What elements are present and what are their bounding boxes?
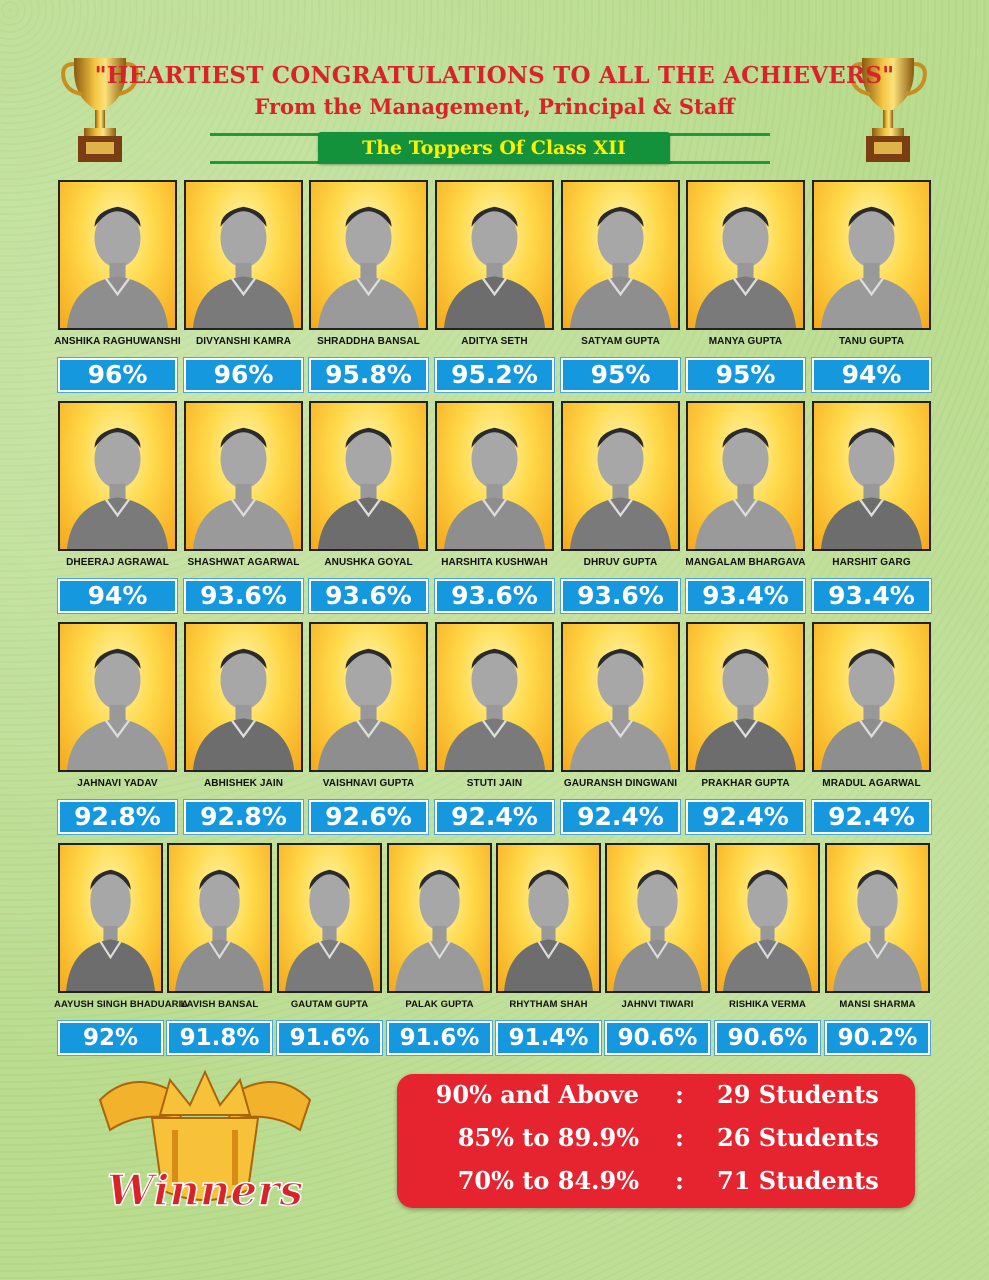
student-photo	[812, 401, 931, 551]
summary-separator: :	[675, 1123, 684, 1152]
student-name: SHRADDHA BANSAL	[317, 336, 420, 347]
student-percent: 92.4%	[435, 800, 554, 834]
summary-row	[397, 1080, 915, 1120]
student-percent: 92.4%	[561, 800, 680, 834]
student-photo	[309, 622, 428, 772]
student-percent: 92.4%	[686, 800, 805, 834]
student-card	[167, 843, 272, 1071]
student-card	[435, 401, 554, 629]
student-name: RHYTHAM SHAH	[509, 999, 588, 1010]
student-name: AAYUSH SINGH BHADUARIA	[54, 999, 189, 1010]
winners-logo-text: Winners	[107, 1166, 303, 1215]
student-photo	[387, 843, 492, 993]
student-percent: 90.6%	[605, 1021, 710, 1055]
student-photo	[184, 622, 303, 772]
summary-count: 26 Students	[717, 1123, 879, 1152]
student-card	[277, 843, 382, 1071]
section-title: The Toppers Of Class XII	[318, 132, 670, 164]
student-photo	[435, 622, 554, 772]
student-card	[54, 180, 181, 408]
student-photo	[561, 622, 680, 772]
student-percent: 96%	[184, 358, 303, 392]
student-percent: 93.6%	[309, 579, 428, 613]
student-card	[812, 622, 931, 850]
student-percent: 94%	[58, 579, 177, 613]
student-name: TANU GUPTA	[838, 336, 905, 347]
student-photo	[605, 843, 710, 993]
student-name: MANGALAM BHARGAVA	[685, 557, 806, 568]
student-card	[812, 180, 931, 408]
student-card	[812, 401, 931, 629]
student-card	[184, 622, 303, 850]
student-percent: 91.6%	[277, 1021, 382, 1055]
student-card	[309, 622, 428, 850]
student-photo	[812, 622, 931, 772]
summary-box	[397, 1074, 915, 1208]
student-photo	[184, 180, 303, 330]
student-photo	[435, 180, 554, 330]
summary-range: 70% to 84.9%	[457, 1166, 639, 1195]
student-percent: 93.4%	[686, 579, 805, 613]
summary-count: 29 Students	[717, 1080, 879, 1109]
summary-row	[397, 1123, 915, 1163]
student-percent: 95.2%	[435, 358, 554, 392]
student-percent: 90.6%	[715, 1021, 820, 1055]
student-percent: 95.8%	[309, 358, 428, 392]
student-card	[561, 622, 680, 850]
summary-separator: :	[675, 1166, 684, 1195]
student-photo	[435, 401, 554, 551]
student-percent: 95%	[561, 358, 680, 392]
student-card	[184, 180, 303, 408]
student-name: HARSHITA KUSHWAH	[441, 557, 548, 568]
student-photo	[561, 180, 680, 330]
student-name: SHASHWAT AGARWAL	[187, 557, 300, 568]
student-percent: 95%	[686, 358, 805, 392]
student-photo	[496, 843, 601, 993]
student-percent: 91.4%	[496, 1021, 601, 1055]
student-percent: 93.6%	[435, 579, 554, 613]
student-photo	[58, 622, 177, 772]
student-percent: 93.6%	[561, 579, 680, 613]
student-name: JAHNVI TIWARI	[621, 999, 694, 1010]
student-name: ABHISHEK JAIN	[203, 778, 284, 789]
student-card	[825, 843, 930, 1071]
student-card	[54, 843, 189, 1071]
student-photo	[561, 401, 680, 551]
student-photo	[715, 843, 820, 993]
student-photo	[812, 180, 931, 330]
student-photo	[58, 843, 163, 993]
student-photo	[58, 401, 177, 551]
student-card	[686, 622, 805, 850]
student-card	[605, 843, 710, 1071]
student-card	[184, 401, 303, 629]
student-name: GAURANSH DINGWANI	[563, 778, 678, 789]
student-name: DIVYANSHI KAMRA	[195, 336, 292, 347]
student-photo	[309, 401, 428, 551]
student-photo	[686, 622, 805, 772]
winners-logo	[70, 1060, 340, 1230]
student-percent: 91.8%	[167, 1021, 272, 1055]
student-percent: 92%	[58, 1021, 163, 1055]
student-card	[715, 843, 820, 1071]
student-photo	[184, 401, 303, 551]
student-card	[58, 622, 177, 850]
student-percent: 96%	[58, 358, 177, 392]
student-name: HARSHIT GARG	[832, 557, 911, 568]
student-name: RISHIKA VERMA	[729, 999, 806, 1010]
student-name: MANYA GUPTA	[708, 336, 783, 347]
student-percent: 93.6%	[184, 579, 303, 613]
student-name: PRAKHAR GUPTA	[701, 778, 790, 789]
student-percent: 93.4%	[812, 579, 931, 613]
student-name: ANSHIKA RAGHUWANSHI	[54, 336, 181, 347]
summary-count: 71 Students	[717, 1166, 879, 1195]
student-name: JAHNAVI YADAV	[77, 778, 158, 789]
headline: "HEARTIEST CONGRATULATIONS TO ALL THE ACHIEVERS"	[94, 62, 895, 89]
student-percent: 92.4%	[812, 800, 931, 834]
student-name: STUTI JAIN	[466, 778, 523, 789]
subheadline: From the Management, Principal & Staff	[254, 94, 735, 119]
student-percent: 94%	[812, 358, 931, 392]
student-card	[387, 843, 492, 1071]
student-card	[496, 843, 601, 1071]
summary-separator: :	[675, 1080, 684, 1109]
student-photo	[825, 843, 930, 993]
student-photo	[686, 401, 805, 551]
student-percent: 90.2%	[825, 1021, 930, 1055]
student-card	[561, 401, 680, 629]
student-name: GAUTAM GUPTA	[290, 999, 369, 1010]
student-name: VAISHNAVI GUPTA	[322, 778, 415, 789]
student-percent: 92.8%	[184, 800, 303, 834]
student-photo	[686, 180, 805, 330]
student-name: DHRUV GUPTA	[583, 557, 658, 568]
student-name: MANSI SHARMA	[839, 999, 916, 1010]
student-percent: 92.6%	[309, 800, 428, 834]
student-name: SATYAM GUPTA	[581, 336, 660, 347]
student-percent: 91.6%	[387, 1021, 492, 1055]
student-card	[686, 180, 805, 408]
summary-row	[397, 1166, 915, 1206]
student-name: DHEERAJ AGRAWAL	[66, 557, 169, 568]
summary-range: 90% and Above	[435, 1080, 639, 1109]
student-card	[435, 622, 554, 850]
student-name: PALAK GUPTA	[405, 999, 474, 1010]
student-photo	[309, 180, 428, 330]
student-name: LAVISH BANSAL	[180, 999, 259, 1010]
student-photo	[277, 843, 382, 993]
student-name: ANUSHKA GOYAL	[324, 557, 413, 568]
student-card	[561, 180, 680, 408]
student-card	[309, 401, 428, 629]
student-card	[686, 401, 805, 629]
student-photo	[58, 180, 177, 330]
student-card	[309, 180, 428, 408]
student-name: MRADUL AGARWAL	[822, 778, 921, 789]
summary-range: 85% to 89.9%	[457, 1123, 639, 1152]
student-card	[435, 180, 554, 408]
student-percent: 92.8%	[58, 800, 177, 834]
student-photo	[167, 843, 272, 993]
student-card	[58, 401, 177, 629]
student-name: ADITYA SETH	[461, 336, 528, 347]
